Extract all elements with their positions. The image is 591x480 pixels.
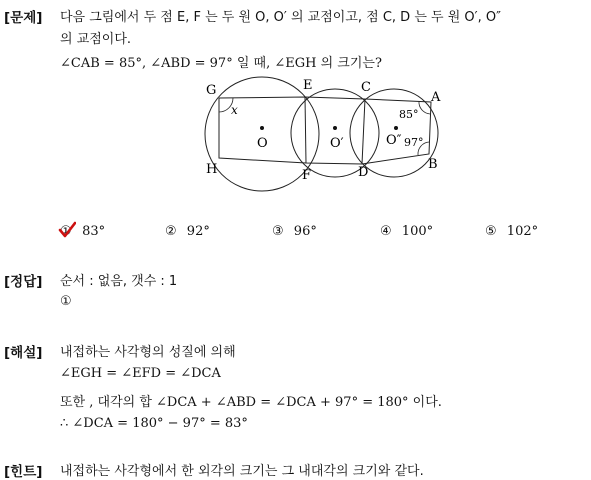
- answer-value: ①: [60, 294, 72, 309]
- checkmark-icon: ①: [60, 224, 78, 239]
- problem-text-line2: 의 교점이다.: [60, 32, 132, 47]
- label-F: F: [302, 168, 312, 183]
- choice-4[interactable]: [380, 224, 433, 239]
- explanation-line3: 또한 , 대각의 합 ∠DCA + ∠ABD = ∠DCA + 97° = 180° 이다.: [60, 395, 442, 410]
- choice-2[interactable]: [165, 224, 210, 239]
- choice-4-number: ④: [380, 224, 392, 239]
- explanation-label: [해설]: [4, 345, 43, 361]
- label-D: D: [358, 165, 369, 180]
- chord-CD: [362, 99, 365, 164]
- problem-label: [문제]: [4, 10, 43, 26]
- choice-4-text: 100°: [401, 224, 434, 239]
- label-H: H: [206, 162, 218, 177]
- problem-text-line1: 다음 그림에서 두 점 E, F 는 두 원 O, O′ 의 교점이고, 점 C, D 는 두 원 O′, O″: [60, 10, 501, 25]
- angle-85-arc: [419, 101, 430, 114]
- angle-85-label: 85°: [399, 108, 419, 121]
- choice-5-number: ⑤: [485, 224, 497, 239]
- explanation-line1: 내접하는 사각형의 성질에 의해: [60, 345, 236, 360]
- answer-label: [정답]: [4, 274, 43, 290]
- hint-text: 내접하는 사각형에서 한 외각의 크기는 그 내대각의 크기와 같다.: [60, 464, 424, 479]
- geometry-figure: [195, 76, 445, 194]
- choice-5[interactable]: [485, 224, 538, 239]
- label-O-prime: O′: [330, 136, 344, 151]
- circles-diagram: [195, 76, 445, 194]
- answer-order-count: 순서 : 없음, 갯수 : 1: [60, 274, 178, 289]
- angle-97-label: 97°: [404, 136, 424, 149]
- choice-3[interactable]: [272, 224, 317, 239]
- choice-2-number: ②: [165, 224, 177, 239]
- explanation-line4: ∴ ∠DCA = 180° − 97° = 83°: [60, 416, 248, 431]
- hint-label: [힌트]: [4, 464, 43, 480]
- problem-condition: ∠CAB = 85°, ∠ABD = 97° 일 때, ∠EGH 의 크기는?: [60, 56, 382, 71]
- choice-1-text: 83°: [82, 224, 106, 239]
- angle-x-label: x: [231, 103, 238, 117]
- label-E: E: [303, 78, 313, 93]
- choice-2-text: 92°: [186, 224, 210, 239]
- label-A: A: [431, 90, 441, 105]
- answer-choices: [60, 224, 580, 244]
- label-G: G: [206, 83, 217, 98]
- choice-1[interactable]: [60, 224, 105, 239]
- center-dot-O-prime: [333, 126, 337, 130]
- chord-EF: [305, 97, 306, 163]
- label-B: B: [428, 157, 438, 172]
- choice-5-text: 102°: [506, 224, 539, 239]
- explanation-line2: ∠EGH = ∠EFD = ∠DCA: [60, 366, 221, 381]
- center-dot-O-double-prime: [394, 126, 398, 130]
- choice-3-text: 96°: [293, 224, 317, 239]
- center-dot-O: [260, 126, 264, 130]
- label-O-double-prime: O″: [386, 133, 402, 148]
- choice-3-number: ③: [272, 224, 284, 239]
- label-O: O: [257, 136, 268, 151]
- label-C: C: [361, 80, 371, 95]
